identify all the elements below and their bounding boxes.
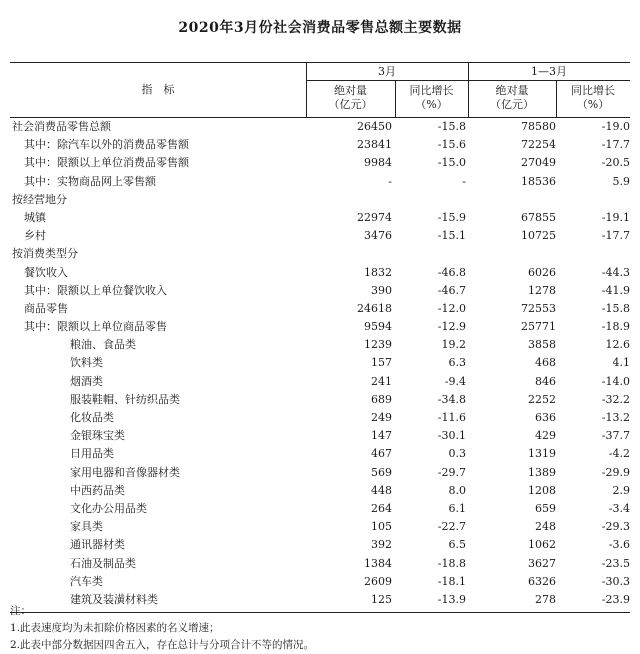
march-abs-value: 1832 [364, 265, 392, 279]
q1-yoy-value: -29.3 [601, 520, 630, 534]
march-abs-value: 26450 [357, 120, 392, 133]
q1-abs-value: 248 [535, 520, 556, 534]
march-abs-value: 241 [371, 374, 392, 388]
march-abs-value: - [388, 174, 392, 188]
march-yoy-value: -15.1 [437, 229, 466, 243]
row-label: 饮料类 [70, 356, 103, 370]
table-row [10, 227, 630, 245]
q1-yoy-value: -17.7 [601, 138, 630, 152]
abs-header-line2: （亿元） [490, 98, 534, 111]
march-yoy-value: 6.1 [448, 501, 466, 515]
yoy-header-q1 [556, 84, 630, 112]
indicator-header: 指 标 [141, 83, 175, 96]
note-item: 1.此表速度均为未扣除价格因素的名义增速； [10, 622, 220, 634]
q1-yoy-value: -23.9 [601, 592, 630, 606]
notes-heading: 注： [10, 605, 31, 617]
abs-header-march [306, 84, 395, 112]
march-yoy-value: -46.8 [437, 265, 466, 279]
row-label: 汽车类 [70, 574, 103, 588]
march-abs-value: 2609 [364, 574, 392, 588]
notes [10, 603, 314, 654]
q1-yoy-value: -3.6 [608, 538, 630, 552]
q1-abs-value: 72553 [521, 301, 556, 315]
row-label: 烟酒类 [70, 374, 103, 388]
q1-abs-value: 1278 [528, 283, 556, 297]
table-row [10, 191, 630, 209]
q1-abs-value: 25771 [521, 320, 556, 334]
table-row [10, 518, 630, 536]
march-yoy-value: -15.9 [437, 210, 466, 224]
row-label: 其中：限额以上单位商品零售 [24, 320, 167, 334]
q1-abs-value: 429 [535, 429, 556, 443]
q1-abs-value: 468 [535, 356, 556, 370]
march-yoy-value: -13.9 [437, 592, 466, 606]
march-abs-value: 23841 [357, 138, 392, 152]
table-row [10, 464, 630, 482]
march-yoy-value: -12.9 [437, 320, 466, 334]
q1-yoy-value: -23.5 [601, 556, 630, 570]
q1-abs-value: 72254 [521, 138, 556, 152]
q1-abs-value: 278 [535, 592, 556, 606]
march-abs-value: 249 [371, 411, 392, 424]
q1-abs-value: 3627 [528, 556, 556, 570]
march-yoy-value: 0.3 [448, 447, 466, 461]
q1-yoy-value: -19.0 [601, 120, 630, 133]
march-abs-value: 392 [371, 538, 392, 552]
march-yoy-value: -22.7 [437, 520, 466, 534]
q1-yoy-value: -14.0 [601, 374, 630, 388]
march-abs-value: 125 [371, 592, 392, 606]
march-abs-value: 147 [371, 429, 392, 443]
q1-yoy-value: -44.3 [601, 265, 630, 279]
march-abs-value: 264 [371, 501, 392, 515]
q1-abs-value: 1389 [528, 465, 556, 479]
march-abs-value: 3476 [364, 229, 392, 243]
table-row [10, 245, 630, 263]
march-abs-value: 24618 [357, 301, 392, 315]
row-label: 社会消费品零售总额 [12, 120, 111, 133]
q1-abs-value: 3858 [528, 338, 556, 352]
row-label: 其中：除汽车以外的消费品零售额 [24, 138, 189, 152]
table-row [10, 445, 630, 463]
row-label: 家用电器和音像器材类 [70, 465, 180, 479]
march-abs-value: 1239 [364, 338, 392, 352]
table-row [10, 354, 630, 372]
abs-header-q1 [468, 84, 556, 112]
march-yoy-value: 6.5 [448, 538, 466, 552]
q1-yoy-value: -18.9 [601, 320, 630, 334]
row-label: 日用品类 [70, 447, 114, 461]
row-label: 其中：限额以上单位消费品零售额 [24, 156, 189, 170]
row-label: 金银珠宝类 [70, 429, 125, 443]
table-row [10, 154, 630, 172]
table-row [10, 536, 630, 554]
q1-yoy-value: 4.1 [612, 356, 630, 370]
march-yoy-value: 6.3 [448, 356, 466, 370]
note-item: 2.此表中部分数据因四舍五入，存在总计与分项合计不等的情况。 [10, 639, 315, 651]
row-label: 餐饮收入 [24, 265, 68, 279]
q1-abs-value: 1208 [528, 483, 556, 497]
march-yoy-value: -15.0 [437, 156, 466, 170]
row-label: 乡村 [24, 229, 46, 243]
march-yoy-value: 19.2 [441, 338, 466, 352]
q1-yoy-value: -3.4 [608, 501, 630, 515]
q1-abs-value: 1319 [528, 447, 556, 461]
march-yoy-value: -15.8 [437, 120, 466, 133]
yoy-header-line1: 同比增长 [409, 84, 454, 97]
q1-abs-value: 27049 [521, 156, 556, 170]
march-abs-value: 448 [371, 483, 392, 497]
yoy-header-line2: （%） [415, 98, 448, 111]
period-header-q1: 1—3月 [531, 65, 567, 78]
q1-abs-value: 6026 [528, 265, 556, 279]
q1-abs-value: 659 [535, 501, 556, 515]
march-abs-value: 9594 [364, 320, 392, 334]
abs-header-line1: 绝对量 [334, 84, 367, 97]
table-body [10, 118, 630, 609]
table-row [10, 318, 630, 336]
march-yoy-value: -18.8 [437, 556, 466, 570]
q1-abs-value: 636 [535, 411, 556, 424]
abs-header-line1: 绝对量 [495, 84, 529, 97]
yoy-header-line2: （%） [576, 98, 610, 111]
march-yoy-value: -30.1 [437, 429, 466, 443]
march-yoy-value: -12.0 [437, 301, 466, 315]
row-label: 商品零售 [24, 301, 68, 315]
table-row [10, 573, 630, 591]
page-title: 2020年3月份社会消费品零售总额主要数据 [178, 20, 462, 36]
yoy-header-line1: 同比增长 [571, 84, 615, 97]
q1-abs-value: 10725 [521, 229, 556, 243]
march-yoy-value: -18.1 [437, 574, 466, 588]
table-row [10, 136, 630, 154]
march-yoy-value: -9.4 [444, 374, 466, 388]
abs-header-line2: （亿元） [328, 98, 373, 111]
q1-yoy-value: 5.9 [612, 174, 630, 188]
q1-yoy-value: -32.2 [601, 392, 630, 406]
q1-yoy-value: -37.7 [601, 429, 630, 443]
table-row [10, 173, 630, 191]
march-abs-value: 1384 [364, 556, 392, 570]
data-table [10, 62, 630, 613]
row-label: 城镇 [24, 210, 46, 224]
q1-abs-value: 6326 [528, 574, 556, 588]
march-yoy-value: 8.0 [448, 483, 466, 497]
march-abs-value: 569 [371, 465, 392, 479]
q1-yoy-value: -20.5 [601, 156, 630, 170]
table-row [10, 300, 630, 318]
q1-yoy-value: 12.6 [605, 338, 630, 352]
row-label: 通讯器材类 [70, 538, 125, 552]
march-yoy-value: - [462, 174, 466, 188]
table-row [10, 282, 630, 300]
row-label: 石油及制品类 [70, 556, 136, 570]
row-label: 其中：实物商品网上零售额 [24, 174, 156, 188]
march-yoy-value: -46.7 [437, 283, 466, 297]
q1-abs-value: 78580 [521, 120, 556, 133]
q1-yoy-value: -17.7 [601, 229, 630, 243]
q1-abs-value: 2252 [528, 392, 556, 406]
q1-yoy-value: -30.3 [601, 574, 630, 588]
row-label: 按经营地分 [12, 192, 67, 206]
march-yoy-value: -29.7 [437, 465, 466, 479]
table-row [10, 373, 630, 391]
row-label: 化妆品类 [70, 411, 114, 424]
march-yoy-value: -34.8 [437, 392, 466, 406]
table-row [10, 555, 630, 573]
row-label: 中西药品类 [70, 483, 125, 497]
table-row [10, 500, 630, 518]
q1-abs-value: 18536 [521, 174, 556, 188]
row-label: 文化办公用品类 [70, 501, 147, 515]
q1-yoy-value: -13.2 [601, 411, 630, 424]
table-row [10, 209, 630, 227]
table-row [10, 118, 630, 136]
row-label: 建筑及装潢材料类 [70, 592, 158, 606]
q1-abs-value: 1062 [528, 538, 556, 552]
march-abs-value: 157 [371, 356, 392, 370]
march-abs-value: 467 [371, 447, 392, 461]
table-row [10, 409, 630, 427]
period-header-march: 3月 [378, 65, 396, 78]
march-yoy-value: -15.6 [437, 138, 466, 152]
march-abs-value: 9984 [364, 156, 392, 170]
q1-abs-value: 846 [535, 374, 556, 388]
q1-yoy-value: -15.8 [601, 301, 630, 315]
table-row [10, 391, 630, 409]
march-abs-value: 390 [371, 283, 392, 297]
table-row [10, 482, 630, 500]
yoy-header-march [395, 84, 468, 112]
q1-yoy-value: -29.9 [601, 465, 630, 479]
table-row [10, 264, 630, 282]
march-abs-value: 105 [371, 520, 392, 534]
row-label: 服装鞋帽、针纺织品类 [70, 392, 180, 406]
table-row [10, 427, 630, 445]
header-subline [306, 80, 630, 81]
row-label: 其中：限额以上单位餐饮收入 [24, 283, 167, 297]
row-label: 粮油、食品类 [70, 338, 136, 352]
row-label: 按消费类型分 [12, 247, 78, 261]
table-header [10, 62, 630, 118]
q1-yoy-value: -4.2 [608, 447, 630, 461]
row-label: 家具类 [70, 520, 103, 534]
march-yoy-value: -11.6 [437, 411, 466, 424]
q1-yoy-value: -19.1 [601, 210, 630, 224]
q1-abs-value: 67855 [521, 210, 556, 224]
table-row [10, 336, 630, 354]
q1-yoy-value: -41.9 [601, 283, 630, 297]
q1-yoy-value: 2.9 [612, 483, 630, 497]
march-abs-value: 689 [371, 392, 392, 406]
march-abs-value: 22974 [357, 210, 392, 224]
